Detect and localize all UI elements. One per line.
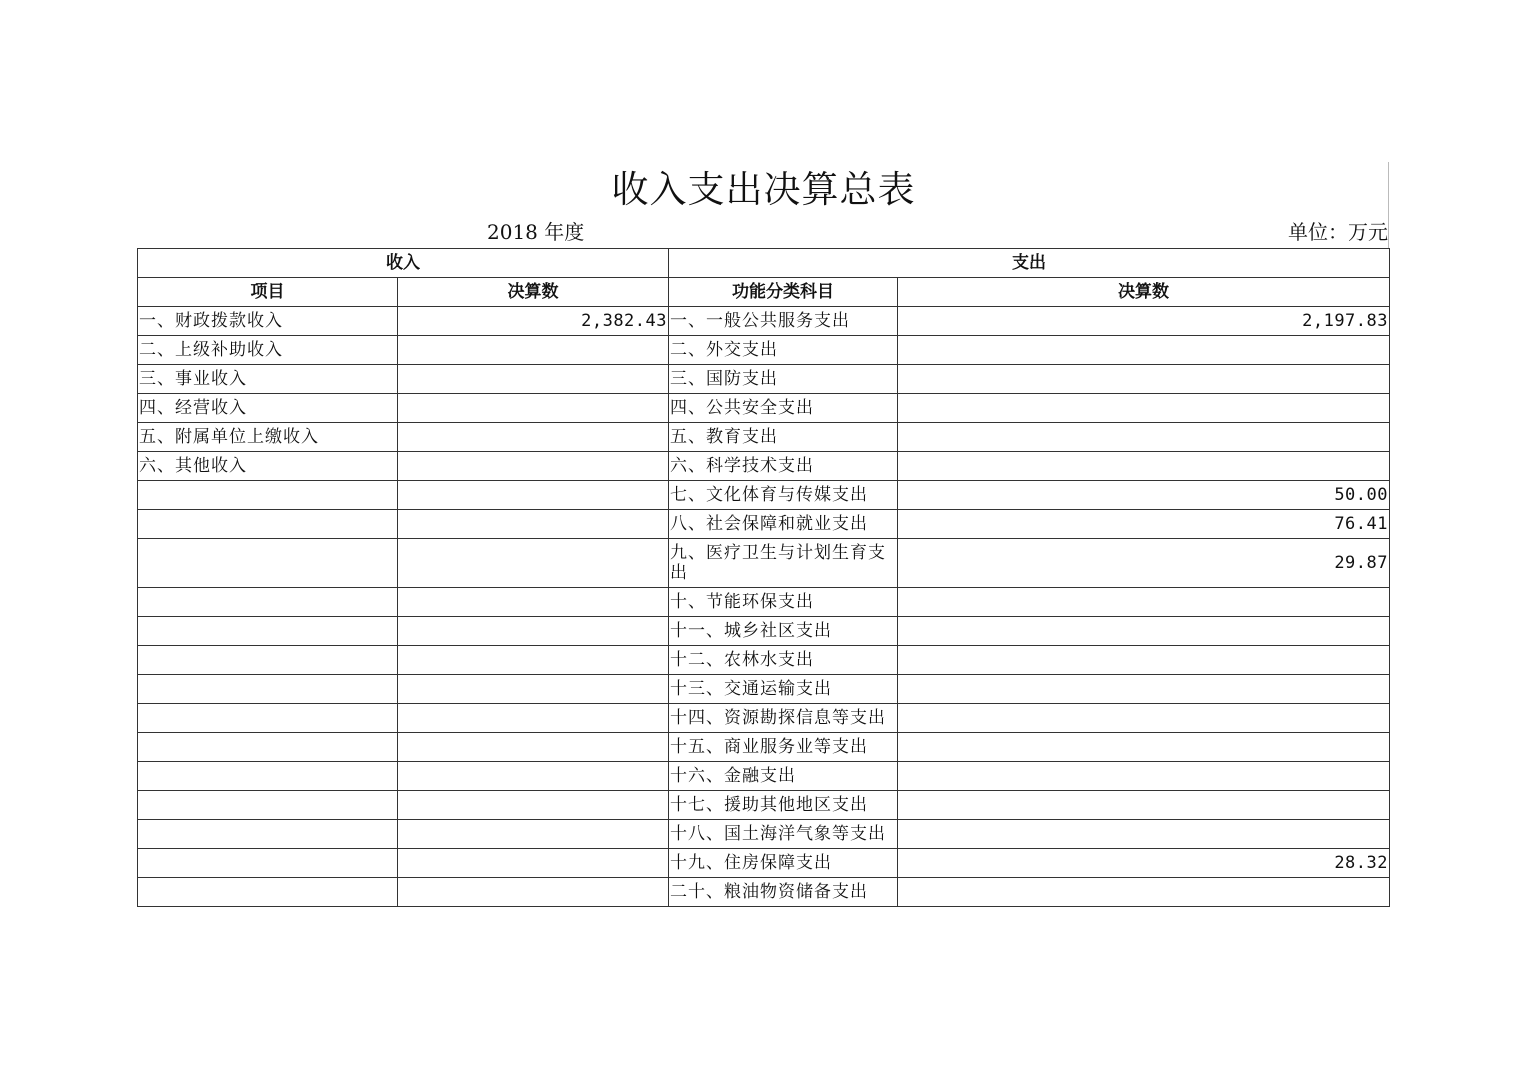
expense-amount-cell: 76.41 (898, 510, 1390, 539)
expense-amount-cell (898, 733, 1390, 762)
expense-item-cell: 五、教育支出 (669, 423, 898, 452)
expense-amount-cell (898, 588, 1390, 617)
income-item-cell (138, 733, 398, 762)
expense-item-cell: 七、文化体育与传媒支出 (669, 481, 898, 510)
expense-item-cell: 四、公共安全支出 (669, 394, 898, 423)
section-header-row (138, 249, 1390, 278)
table-row (138, 762, 1390, 791)
income-item-cell: 一、财政拨款收入 (138, 307, 398, 336)
income-item-cell (138, 849, 398, 878)
income-amount-cell (398, 646, 669, 675)
income-item-cell (138, 588, 398, 617)
income-amount-cell (398, 878, 669, 907)
expense-item-cell: 十六、金融支出 (669, 762, 898, 791)
income-amount-cell (398, 675, 669, 704)
expense-amount-cell (898, 704, 1390, 733)
income-item-cell (138, 646, 398, 675)
expense-item-cell: 十一、城乡社区支出 (669, 617, 898, 646)
expense-item-cell: 十五、商业服务业等支出 (669, 733, 898, 762)
income-amount-cell (398, 365, 669, 394)
expense-item-cell: 二、外交支出 (669, 336, 898, 365)
table-row (138, 539, 1390, 588)
expense-amount-cell: 28.32 (898, 849, 1390, 878)
expense-item-cell: 十、节能环保支出 (669, 588, 898, 617)
expense-item-cell: 八、社会保障和就业支出 (669, 510, 898, 539)
expense-amount-cell (898, 820, 1390, 849)
table-row (138, 481, 1390, 510)
expense-amount-cell (898, 791, 1390, 820)
expense-item-cell: 十九、住房保障支出 (669, 849, 898, 878)
expense-amount-cell (898, 878, 1390, 907)
expense-amount-cell (898, 762, 1390, 791)
table-body (138, 249, 1390, 907)
table-row (138, 675, 1390, 704)
table-row (138, 849, 1390, 878)
income-amount-cell (398, 849, 669, 878)
expense-item-cell: 十三、交通运输支出 (669, 675, 898, 704)
table-row (138, 617, 1390, 646)
table-row (138, 588, 1390, 617)
table-row (138, 791, 1390, 820)
expense-amount-cell (898, 646, 1390, 675)
table-row (138, 307, 1390, 336)
expense-amount-cell: 2,197.83 (898, 307, 1390, 336)
income-amount-cell (398, 704, 669, 733)
income-amount-cell (398, 617, 669, 646)
fiscal-year: 2018 年度 (487, 220, 585, 244)
income-item-cell: 五、附属单位上缴收入 (138, 423, 398, 452)
income-amount-cell (398, 394, 669, 423)
income-amount-cell (398, 452, 669, 481)
expense-amount-header: 决算数 (898, 278, 1390, 307)
expense-amount-cell (898, 675, 1390, 704)
table-row (138, 704, 1390, 733)
expense-item-cell: 十二、农林水支出 (669, 646, 898, 675)
expense-item-cell: 十七、援助其他地区支出 (669, 791, 898, 820)
income-amount-cell (398, 588, 669, 617)
income-amount-cell (398, 762, 669, 791)
income-item-header: 项目 (138, 278, 398, 307)
table-row (138, 878, 1390, 907)
income-amount-cell (398, 510, 669, 539)
table-row (138, 820, 1390, 849)
unit-label: 单位：万元 (1288, 220, 1388, 244)
expense-category-header: 功能分类科目 (669, 278, 898, 307)
expense-amount-cell (898, 336, 1390, 365)
expense-section-header: 支出 (669, 249, 1390, 278)
income-amount-cell (398, 820, 669, 849)
income-item-cell: 二、上级补助收入 (138, 336, 398, 365)
income-amount-cell: 2,382.43 (398, 307, 669, 336)
table-row (138, 336, 1390, 365)
table-row (138, 646, 1390, 675)
expense-item-cell: 九、医疗卫生与计划生育支出 (669, 539, 898, 588)
expense-item-cell: 一、一般公共服务支出 (669, 307, 898, 336)
income-item-cell (138, 539, 398, 588)
income-item-cell: 四、经营收入 (138, 394, 398, 423)
expense-amount-cell (898, 394, 1390, 423)
income-item-cell (138, 481, 398, 510)
budget-table (137, 248, 1390, 907)
expense-amount-cell (898, 452, 1390, 481)
expense-item-cell: 十四、资源勘探信息等支出 (669, 704, 898, 733)
income-item-cell (138, 675, 398, 704)
expense-amount-cell: 50.00 (898, 481, 1390, 510)
expense-amount-cell (898, 423, 1390, 452)
table-row (138, 733, 1390, 762)
expense-amount-cell: 29.87 (898, 539, 1390, 588)
expense-item-cell: 三、国防支出 (669, 365, 898, 394)
table-row (138, 423, 1390, 452)
income-item-cell: 三、事业收入 (138, 365, 398, 394)
expense-item-cell: 十八、国土海洋气象等支出 (669, 820, 898, 849)
income-amount-cell (398, 423, 669, 452)
income-item-cell (138, 878, 398, 907)
table-row (138, 510, 1390, 539)
income-item-cell (138, 791, 398, 820)
income-amount-cell (398, 733, 669, 762)
column-header-row (138, 278, 1390, 307)
income-amount-cell (398, 481, 669, 510)
expense-item-cell: 二十、粮油物资储备支出 (669, 878, 898, 907)
income-item-cell (138, 762, 398, 791)
table-row (138, 365, 1390, 394)
income-item-cell (138, 617, 398, 646)
income-item-cell: 六、其他收入 (138, 452, 398, 481)
expense-amount-cell (898, 617, 1390, 646)
income-amount-cell (398, 336, 669, 365)
income-amount-cell (398, 539, 669, 588)
income-section-header: 收入 (138, 249, 669, 278)
expense-item-cell: 六、科学技术支出 (669, 452, 898, 481)
expense-amount-cell (898, 365, 1390, 394)
income-item-cell (138, 510, 398, 539)
income-amount-header: 决算数 (398, 278, 669, 307)
table-row (138, 452, 1390, 481)
table-row (138, 394, 1390, 423)
page-title: 收入支出决算总表 (611, 168, 916, 211)
income-item-cell (138, 704, 398, 733)
income-item-cell (138, 820, 398, 849)
income-amount-cell (398, 791, 669, 820)
